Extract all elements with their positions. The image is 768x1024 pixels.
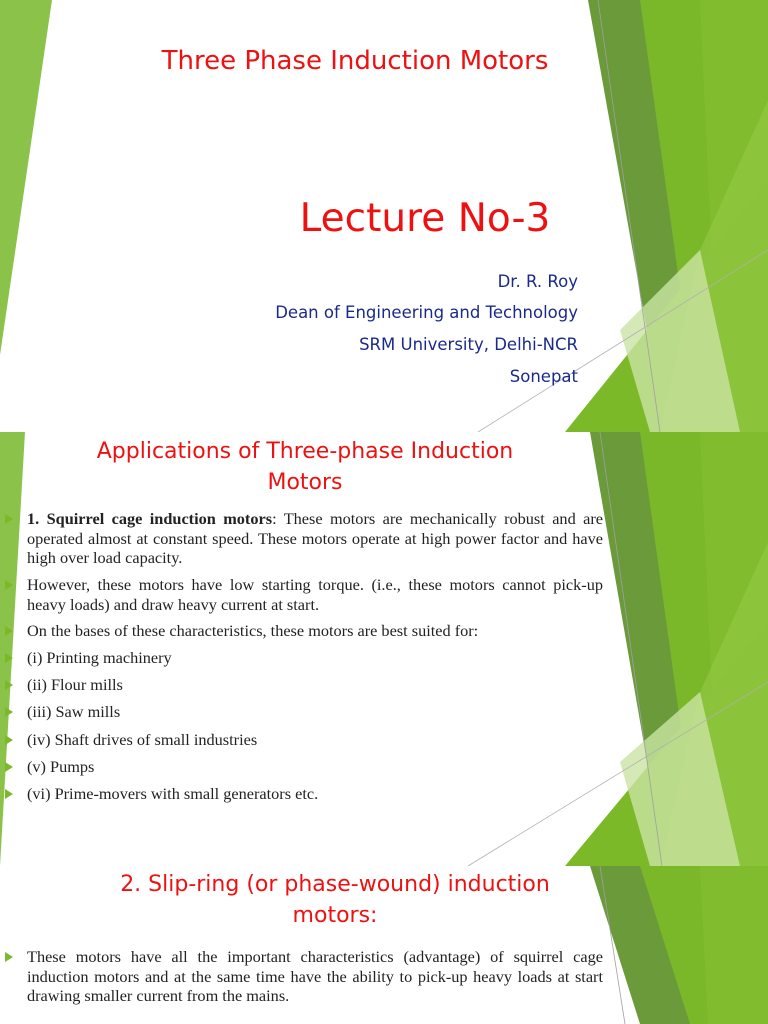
triangle-bullet-icon	[5, 580, 13, 590]
list-item	[5, 509, 603, 568]
item-text: (iv) Shaft drives of small industries	[27, 730, 258, 749]
triangle-bullet-icon	[5, 952, 13, 962]
triangle-bullet-icon	[5, 789, 13, 799]
item-text: (v) Pumps	[27, 757, 95, 776]
slide-heading-line2: Motors	[267, 470, 343, 495]
author-position: Dean of Engineering and Technology	[275, 303, 578, 322]
triangle-bullet-icon	[5, 680, 13, 690]
item-text: On the bases of these characteristics, these motors are best suited for:	[27, 621, 479, 640]
triangle-bullet-icon	[5, 762, 13, 772]
triangle-bullet-icon	[5, 707, 13, 717]
list-item	[5, 702, 603, 722]
slide-heading-line1: Applications of Three-phase Induction	[96, 439, 514, 464]
list-item	[5, 575, 603, 614]
triangle-bullet-icon	[5, 514, 13, 524]
bold-lead: 1. Squirrel cage induction motors	[27, 509, 273, 528]
slide-heading-line1: 2. Slip-ring (or phase-wound) induction	[120, 872, 550, 897]
title-slide	[0, 0, 768, 432]
item-text: (iii) Saw mills	[27, 702, 121, 721]
triangle-bullet-icon	[5, 653, 13, 663]
lecture-number: Lecture No-3	[299, 196, 551, 241]
item-text: (i) Printing machinery	[27, 648, 172, 667]
university-name: SRM University, Delhi-NCR	[359, 335, 578, 354]
triangle-bullet-icon	[5, 735, 13, 745]
item-text: However, these motors have low starting torque. (i.e., these motors cannot pick-up heavy loads) and draw heavy current at start.	[27, 575, 603, 614]
slide-heading	[60, 869, 610, 931]
presentation-title: Three Phase Induction Motors	[161, 46, 549, 76]
slip-ring-slide	[0, 866, 768, 1024]
list-item	[5, 730, 603, 750]
item-text: : These motors are mechanically robust and are operated almost at constant speed. These motors operate at high power factor and have high over load capacity.	[27, 509, 603, 567]
list-item	[5, 784, 603, 804]
item-text: (ii) Flour mills	[27, 675, 123, 694]
item-text: These motors have all the important characteristics (advantage) of squirrel cage induction motors and at the same time have the ability to pick-up heavy loads at start drawing smaller current from the mains.	[27, 947, 603, 1005]
list-item	[5, 675, 603, 695]
item-text: (vi) Prime-movers with small generators etc.	[27, 784, 319, 803]
triangle-bullet-icon	[5, 626, 13, 636]
applications-slide	[0, 432, 768, 866]
list-item	[5, 648, 603, 668]
list-item	[5, 757, 603, 777]
slide-heading	[60, 436, 550, 498]
slide-heading-line2: motors:	[292, 903, 378, 928]
list-item	[5, 621, 603, 641]
city-name: Sonepat	[509, 367, 578, 386]
author-name: Dr. R. Roy	[497, 272, 578, 291]
list-item	[5, 947, 603, 1006]
